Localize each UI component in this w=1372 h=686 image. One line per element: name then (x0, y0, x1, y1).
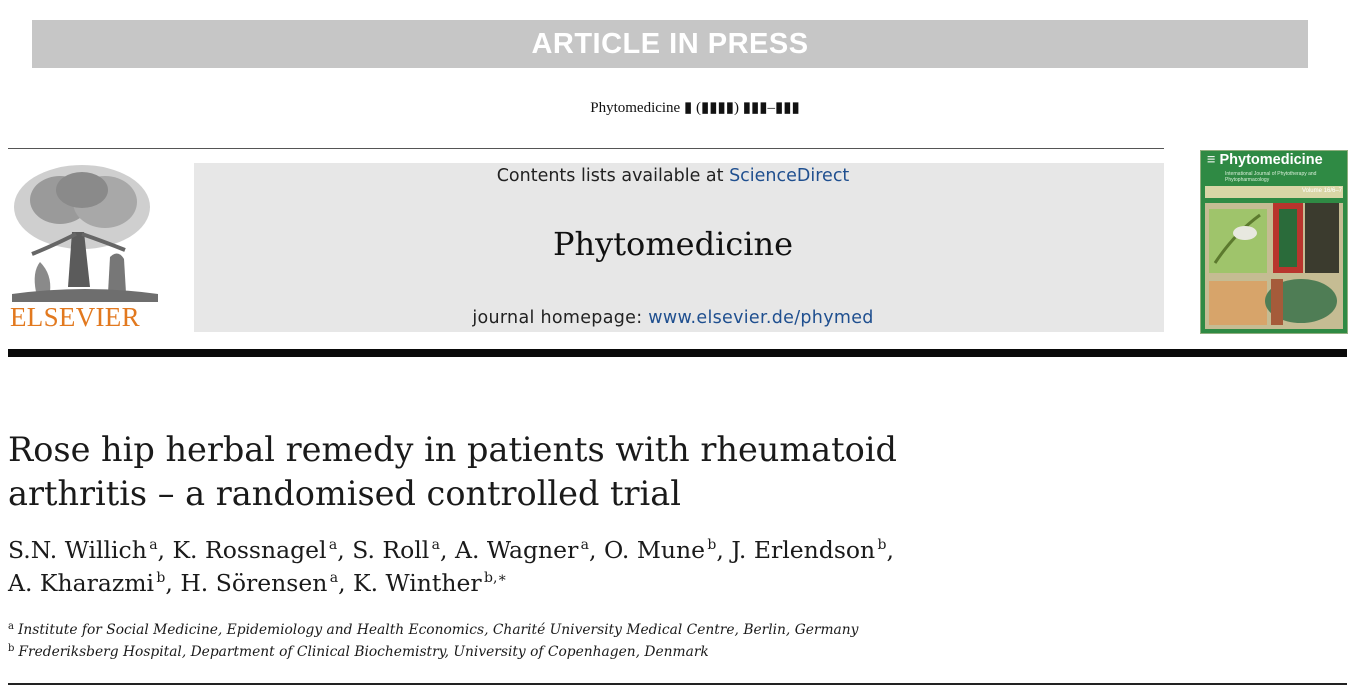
author: A. Kharazmi $^b$, (8, 569, 181, 597)
author: H. Sörensen $^a$, (180, 569, 354, 597)
banner-text: ARTICLE IN PRESS (531, 27, 809, 60)
author: J. Erlendson $^b$, (731, 536, 894, 564)
author: A. Wagner $^a$, (454, 536, 604, 564)
cover-title: ≡ Phytomedicine (1207, 152, 1323, 168)
affiliation-a: $^a$ Institute for Social Medicine, Epidemiology and Health Economics, Charité University Medical Centre, Berlin, Germany (8, 621, 859, 638)
homepage-prefix: journal homepage: (472, 308, 649, 328)
journal-cover-image (1200, 150, 1348, 334)
affiliation-mark: a (149, 537, 158, 553)
journal-header-box (194, 163, 1164, 332)
affiliations (8, 619, 1108, 663)
article-title-line-2: arthritis – a randomised controlled trial (8, 474, 681, 513)
article-in-press-banner (32, 20, 1308, 68)
author: K. Rossnagel $^a$, (172, 536, 353, 564)
affiliation-mark: a (328, 537, 338, 553)
affiliation-mark: a (580, 537, 590, 553)
affiliation-mark: b (877, 537, 887, 553)
section-rule (8, 683, 1347, 685)
cover-subtitle: International Journal of Phytotherapy and Phytopharmacology (1225, 171, 1317, 183)
elsevier-wordmark: ELSEVIER (10, 302, 140, 332)
author: O. Mune $^b$, (603, 536, 732, 564)
affiliation-label: a (8, 621, 14, 632)
homepage-line (194, 308, 1152, 328)
sciencedirect-link[interactable]: ScienceDirect (729, 166, 850, 186)
header-thick-rule (8, 349, 1347, 357)
affiliation-mark: a (431, 537, 441, 553)
article-title (8, 428, 1008, 516)
affiliation-mark: a (329, 570, 339, 586)
journal-title: Phytomedicine (552, 225, 794, 263)
contents-prefix: Contents lists available at (496, 166, 730, 186)
affiliation-mark: b (707, 537, 717, 553)
cover-volume: Volume 16/6–7 (1301, 188, 1342, 194)
author: K. Winther $^{b,∗}$ (353, 569, 507, 597)
affiliation-mark: b,∗ (483, 570, 507, 586)
elsevier-tree-logo (10, 162, 160, 302)
cover-artwork (1205, 203, 1343, 329)
contents-line (194, 166, 1152, 186)
cover-collage-icon (1205, 203, 1343, 329)
journal-citation: Phytomedicine ▮ (▮▮▮▮) ▮▮▮–▮▮▮ (590, 100, 800, 116)
author: S. Roll $^a$, (352, 536, 455, 564)
affiliation-label: b (8, 643, 15, 654)
author: S.N. Willich $^a$, (8, 536, 173, 564)
journal-homepage-link[interactable]: www.elsevier.de/phymed (648, 308, 874, 328)
affiliation-mark: b (156, 570, 166, 586)
header-rule (8, 148, 1164, 149)
author-list (8, 534, 1108, 600)
cover-menu-icon: ≡ (1207, 152, 1216, 168)
affiliation-b: $^b$ Frederiksberg Hospital, Department of Clinical Biochemistry, University of Copenhagen, Denmark (8, 643, 709, 660)
article-title-line-1: Rose hip herbal remedy in patients with rheumatoid (8, 430, 897, 469)
